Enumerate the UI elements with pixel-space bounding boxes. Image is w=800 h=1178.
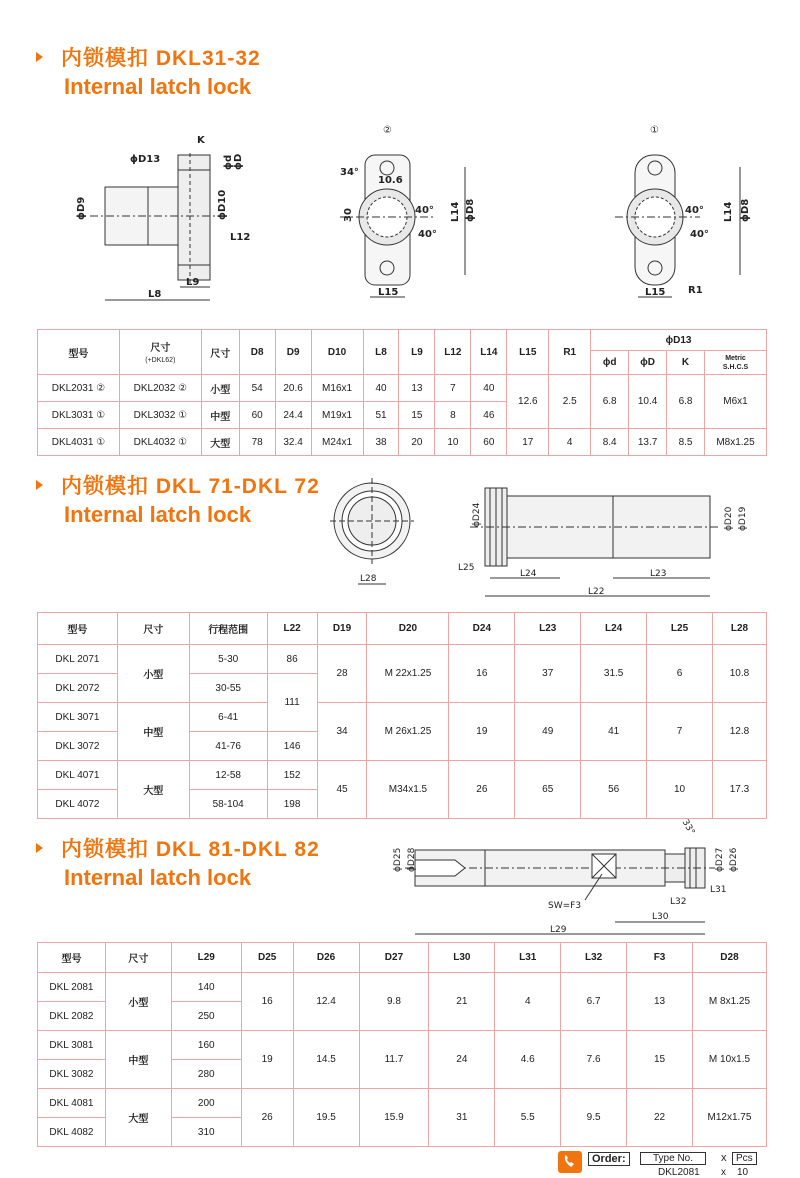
cell: 6.7 <box>561 973 627 1031</box>
cell: 5-30 <box>189 645 267 674</box>
th-size-sub: (+DKL62) <box>145 357 176 364</box>
dim-l15-b: L15 <box>645 287 666 298</box>
spec-table-3 <box>37 942 767 1147</box>
cell: 111 <box>267 674 317 732</box>
cell: 310 <box>171 1118 241 1147</box>
cell: 小型 <box>105 973 171 1031</box>
table-row <box>38 645 767 674</box>
dim-angle-40a: 40° <box>415 205 434 216</box>
th-size <box>119 330 201 375</box>
cell: DKL 3081 <box>38 1031 106 1060</box>
dim-sw-f3: SW=F3 <box>548 901 582 911</box>
bullet-triangle-icon <box>36 843 43 853</box>
dim-d26: ϕD26 <box>729 847 739 872</box>
cell: 10.4 <box>629 375 667 429</box>
cell: 大型 <box>105 1089 171 1147</box>
cell: M 8x1.25 <box>692 973 766 1031</box>
cell: DKL2032 ② <box>119 375 201 402</box>
dim-angle-40b: 40° <box>418 229 437 240</box>
dim-l24: L24 <box>520 569 537 579</box>
section-title-en: Internal latch lock <box>64 74 252 99</box>
th-size: 尺寸 <box>105 943 171 973</box>
dim-r1: R1 <box>688 285 703 296</box>
cell: 8.5 <box>667 429 705 456</box>
cell: 49 <box>515 703 581 761</box>
cell: 152 <box>267 761 317 790</box>
th-metric <box>705 351 767 375</box>
section-title-zh: 内锁模扣 DKL 81-DKL 82 <box>61 838 320 861</box>
section-title-1 <box>36 42 261 100</box>
view-mark-2: ② <box>383 125 392 136</box>
table-row <box>38 973 767 1002</box>
cell: 7 <box>647 703 713 761</box>
cell: 4 <box>495 973 561 1031</box>
cell: 20 <box>399 429 435 456</box>
dim-l28: L28 <box>360 574 377 584</box>
dim-l14: L14 <box>450 201 461 222</box>
cell: 2.5 <box>549 375 591 429</box>
dim-l15: L15 <box>378 287 399 298</box>
th-d9: D9 <box>275 330 311 375</box>
dim-d10: ϕD10 <box>217 189 228 220</box>
cell: 160 <box>171 1031 241 1060</box>
cell: 45 <box>317 761 367 819</box>
cell: DKL 2071 <box>38 645 118 674</box>
dim-angle-40c: 40° <box>685 205 704 216</box>
dim-l8: L8 <box>148 289 162 300</box>
cell: 15.9 <box>359 1089 429 1147</box>
order-x: x <box>721 1152 727 1164</box>
cell: 15 <box>399 402 435 429</box>
order-pcs: Pcs <box>732 1152 757 1165</box>
cell: M16x1 <box>311 375 363 402</box>
cell: 86 <box>267 645 317 674</box>
cell: 12.8 <box>712 703 766 761</box>
cell: 60 <box>471 429 507 456</box>
th-d19: D19 <box>317 613 367 645</box>
cell: DKL3031 ① <box>38 402 120 429</box>
cell: DKL 2081 <box>38 973 106 1002</box>
cell: DKL 4071 <box>38 761 118 790</box>
cell: M6x1 <box>705 375 767 429</box>
dim-k: K <box>197 135 205 146</box>
cell: 13 <box>627 973 693 1031</box>
table-row <box>38 1031 767 1060</box>
cell: 198 <box>267 790 317 819</box>
cell: DKL 2072 <box>38 674 118 703</box>
dim-d27: ϕD27 <box>715 847 725 872</box>
cell: 19.5 <box>293 1089 359 1147</box>
th-shcs-label: S.H.C.S <box>722 363 749 371</box>
cell: 38 <box>363 429 399 456</box>
section-title-2 <box>36 470 320 528</box>
cell: DKL4031 ① <box>38 429 120 456</box>
cell: 10 <box>435 429 471 456</box>
cell: DKL 3071 <box>38 703 118 732</box>
th-l30: L30 <box>429 943 495 973</box>
cell: 17 <box>507 429 549 456</box>
dim-30: 30 <box>343 208 354 222</box>
cell: 40 <box>471 375 507 402</box>
cell: DKL 4072 <box>38 790 118 819</box>
th-l28: L28 <box>712 613 766 645</box>
cell: DKL 3072 <box>38 732 118 761</box>
cell: 15 <box>627 1031 693 1089</box>
order-qty: 10 <box>737 1167 749 1178</box>
dim-d19: ϕD19 <box>738 506 748 531</box>
th-metric-label: Metric <box>725 354 746 362</box>
cell: 41-76 <box>189 732 267 761</box>
cell: M 22x1.25 <box>367 645 449 703</box>
th-l32: L32 <box>561 943 627 973</box>
dim-l25: L25 <box>458 563 475 573</box>
bullet-triangle-icon <box>36 52 43 62</box>
cell: DKL3032 ① <box>119 402 201 429</box>
cell: 65 <box>515 761 581 819</box>
order-type-no: Type No. <box>640 1152 706 1165</box>
order-x2: x <box>721 1167 726 1178</box>
dim-d20: ϕD20 <box>724 506 734 531</box>
cell: 4 <box>549 429 591 456</box>
spec-table-1 <box>37 329 767 456</box>
dim-d13: ϕD13 <box>130 154 161 165</box>
cell: 250 <box>171 1002 241 1031</box>
cell: 46 <box>471 402 507 429</box>
th-d20: D20 <box>367 613 449 645</box>
cell: 10 <box>647 761 713 819</box>
cell: 30-55 <box>189 674 267 703</box>
dim-d9: ϕD9 <box>76 196 87 220</box>
table-row <box>38 375 767 402</box>
cell: 13.7 <box>629 429 667 456</box>
th-k: K <box>667 351 705 375</box>
th-type: 尺寸 <box>201 330 239 375</box>
table-row <box>38 703 767 732</box>
dim-l30: L30 <box>652 912 669 922</box>
cell: 24.4 <box>275 402 311 429</box>
section-title-zh: 内锁模扣 DKL31-32 <box>61 47 261 70</box>
cell: 56 <box>581 761 647 819</box>
dim-l14-b: L14 <box>723 201 734 222</box>
cell: 31 <box>429 1089 495 1147</box>
cell: 16 <box>241 973 293 1031</box>
order-example-model: DKL2081 <box>658 1167 700 1178</box>
cell: 14.5 <box>293 1031 359 1089</box>
th-model: 型号 <box>38 943 106 973</box>
cell: DKL4032 ① <box>119 429 201 456</box>
cell: 40 <box>363 375 399 402</box>
cell: 中型 <box>201 402 239 429</box>
cell: 19 <box>449 703 515 761</box>
th-d-large: ϕD <box>629 351 667 375</box>
cell: 32.4 <box>275 429 311 456</box>
cell: M8x1.25 <box>705 429 767 456</box>
cell: M 10x1.5 <box>692 1031 766 1089</box>
th-r1: R1 <box>549 330 591 375</box>
cell: 7.6 <box>561 1031 627 1089</box>
th-l8: L8 <box>363 330 399 375</box>
dim-d25: ϕD25 <box>393 847 403 872</box>
cell: DKL 2082 <box>38 1002 106 1031</box>
section-title-zh: 内锁模扣 DKL 71-DKL 72 <box>61 475 320 498</box>
cell: M12x1.75 <box>692 1089 766 1147</box>
th-l25: L25 <box>647 613 713 645</box>
dim-d24: ϕD24 <box>472 502 482 527</box>
cell: 13 <box>399 375 435 402</box>
th-range: 行程范围 <box>189 613 267 645</box>
cell: DKL2031 ② <box>38 375 120 402</box>
th-l31: L31 <box>495 943 561 973</box>
th-d26: D26 <box>293 943 359 973</box>
th-d10: D10 <box>311 330 363 375</box>
th-l14: L14 <box>471 330 507 375</box>
cell: 34 <box>317 703 367 761</box>
th-model: 型号 <box>38 613 118 645</box>
cell: M34x1.5 <box>367 761 449 819</box>
th-model: 型号 <box>38 330 120 375</box>
cell: 26 <box>241 1089 293 1147</box>
dim-d-small: ϕd <box>223 154 234 170</box>
cell: 12.6 <box>507 375 549 429</box>
cell: 7 <box>435 375 471 402</box>
cell: 24 <box>429 1031 495 1089</box>
cell: 60 <box>239 402 275 429</box>
th-size: 尺寸 <box>117 613 189 645</box>
th-l15: L15 <box>507 330 549 375</box>
cell: 9.5 <box>561 1089 627 1147</box>
th-l23: L23 <box>515 613 581 645</box>
th-d27: D27 <box>359 943 429 973</box>
cell: DKL 4082 <box>38 1118 106 1147</box>
cell: 12.4 <box>293 973 359 1031</box>
table-row <box>38 1089 767 1118</box>
cell: 16 <box>449 645 515 703</box>
cell: DKL 4081 <box>38 1089 106 1118</box>
cell: 中型 <box>117 703 189 761</box>
th-l9: L9 <box>399 330 435 375</box>
cell: 200 <box>171 1089 241 1118</box>
cell: 8.4 <box>591 429 629 456</box>
dim-d8-b: ϕD8 <box>740 198 751 222</box>
cell: 37 <box>515 645 581 703</box>
dim-angle-34: 34° <box>340 167 359 178</box>
th-l12: L12 <box>435 330 471 375</box>
dim-l32: L32 <box>670 897 687 907</box>
th-l24: L24 <box>581 613 647 645</box>
th-d28: D28 <box>692 943 766 973</box>
cell: 78 <box>239 429 275 456</box>
cell: 6.8 <box>591 375 629 429</box>
dim-d-large: ϕD <box>233 153 244 170</box>
th-d8: D8 <box>239 330 275 375</box>
cell: 6 <box>647 645 713 703</box>
cell: 4.6 <box>495 1031 561 1089</box>
phone-icon <box>558 1151 582 1173</box>
section-title-en: Internal latch lock <box>64 502 252 527</box>
order-label: Order: <box>588 1152 630 1166</box>
cell: 51 <box>363 402 399 429</box>
table-row <box>38 429 767 456</box>
dim-l9: L9 <box>186 277 200 288</box>
dim-angle-40d: 40° <box>690 229 709 240</box>
cell: 9.8 <box>359 973 429 1031</box>
dim-l23: L23 <box>650 569 667 579</box>
th-d-small: ϕd <box>591 351 629 375</box>
cell: 31.5 <box>581 645 647 703</box>
cell: 28 <box>317 645 367 703</box>
dim-l29: L29 <box>550 925 567 935</box>
cell: 41 <box>581 703 647 761</box>
th-d24: D24 <box>449 613 515 645</box>
drawing-dkl31-32 <box>60 125 760 330</box>
cell: 26 <box>449 761 515 819</box>
cell: 小型 <box>201 375 239 402</box>
section-title-en: Internal latch lock <box>64 865 252 890</box>
cell: 58-104 <box>189 790 267 819</box>
th-l29: L29 <box>171 943 241 973</box>
order-example <box>558 1150 798 1178</box>
cell: 19 <box>241 1031 293 1089</box>
dim-l31: L31 <box>710 885 727 895</box>
dim-angle-33: 33° <box>679 818 697 837</box>
cell: 10.8 <box>712 645 766 703</box>
cell: 12-58 <box>189 761 267 790</box>
cell: 大型 <box>117 761 189 819</box>
cell: DKL 3082 <box>38 1060 106 1089</box>
cell: 21 <box>429 973 495 1031</box>
cell: 8 <box>435 402 471 429</box>
cell: M 26x1.25 <box>367 703 449 761</box>
cell: 6.8 <box>667 375 705 429</box>
dim-l22: L22 <box>588 587 605 597</box>
cell: 146 <box>267 732 317 761</box>
th-f3: F3 <box>627 943 693 973</box>
cell: 5.5 <box>495 1089 561 1147</box>
dim-d8: ϕD8 <box>465 198 476 222</box>
cell: 小型 <box>117 645 189 703</box>
cell: 中型 <box>105 1031 171 1089</box>
cell: M19x1 <box>311 402 363 429</box>
cell: 大型 <box>201 429 239 456</box>
spec-table-2 <box>37 612 767 819</box>
drawing-dkl71-72 <box>320 466 760 606</box>
cell: 54 <box>239 375 275 402</box>
cell: 22 <box>627 1089 693 1147</box>
th-size-label: 尺寸 <box>150 343 171 354</box>
bullet-triangle-icon <box>36 480 43 490</box>
th-d13: ϕD13 <box>591 330 767 351</box>
dim-l12: L12 <box>230 232 251 243</box>
cell: 11.7 <box>359 1031 429 1089</box>
section-title-3 <box>36 833 320 891</box>
th-d25: D25 <box>241 943 293 973</box>
view-mark-1: ① <box>650 125 659 136</box>
cell: 6-41 <box>189 703 267 732</box>
cell: 280 <box>171 1060 241 1089</box>
table-row <box>38 761 767 790</box>
drawing-dkl81-82 <box>370 812 760 940</box>
cell: 17.3 <box>712 761 766 819</box>
th-l22: L22 <box>267 613 317 645</box>
cell: 140 <box>171 973 241 1002</box>
dim-10-6: 10.6 <box>378 175 403 186</box>
dim-d28: ϕD28 <box>407 847 417 872</box>
cell: 20.6 <box>275 375 311 402</box>
cell: M24x1 <box>311 429 363 456</box>
